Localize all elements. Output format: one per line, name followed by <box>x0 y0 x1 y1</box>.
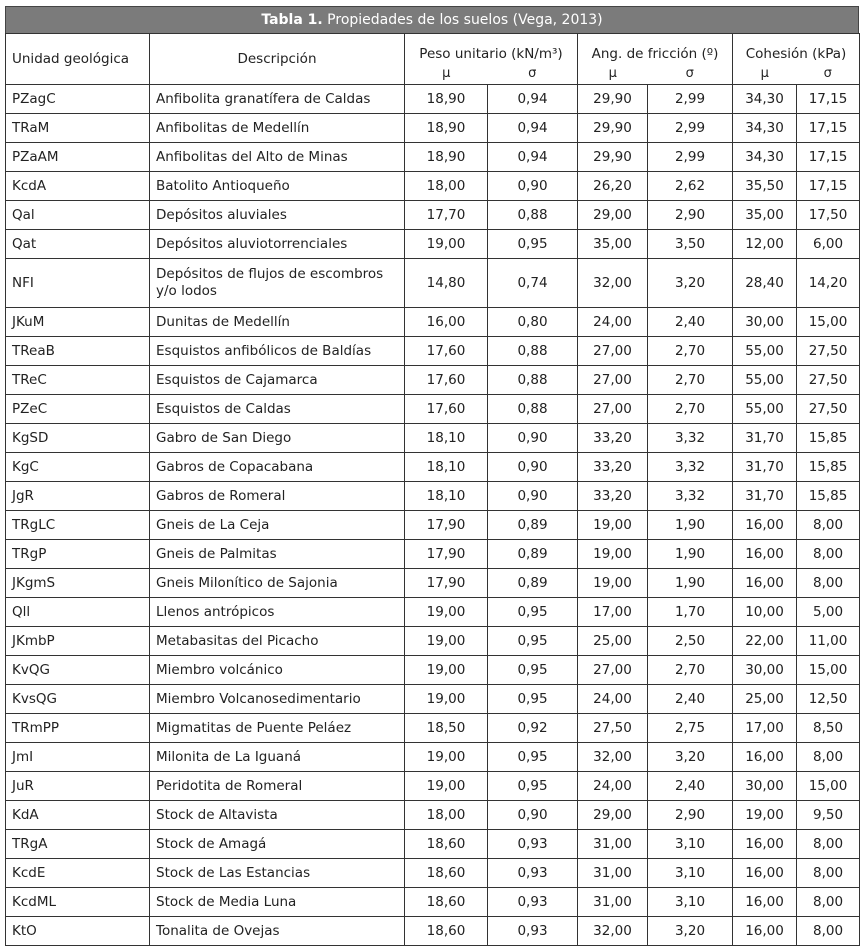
table-row <box>6 743 860 772</box>
cell-cohesion-sigma: 8,00 <box>797 743 860 772</box>
cell-cohesion-sigma: 17,50 <box>797 201 860 230</box>
cell-cohesion-sigma: 8,00 <box>797 511 860 540</box>
cell-friction-mu: 19,00 <box>578 511 648 540</box>
soil-properties-table-container <box>5 6 859 946</box>
cell-cohesion-mu: 16,00 <box>733 511 797 540</box>
cell-friction-mu: 31,00 <box>578 859 648 888</box>
cell-description: Depósitos aluviotorrenciales <box>150 230 405 259</box>
cell-cohesion-mu: 28,40 <box>733 259 797 308</box>
cell-weight-sigma: 0,88 <box>488 337 578 366</box>
cell-unit-code: TRaM <box>6 114 150 143</box>
cell-friction-sigma: 2,99 <box>648 114 733 143</box>
cell-weight-mu: 19,00 <box>405 627 488 656</box>
cell-weight-mu: 18,10 <box>405 424 488 453</box>
cell-description: Milonita de La Iguaná <box>150 743 405 772</box>
cell-cohesion-mu: 16,00 <box>733 743 797 772</box>
cell-weight-mu: 18,00 <box>405 172 488 201</box>
cell-friction-mu: 32,00 <box>578 917 648 946</box>
cell-weight-sigma: 0,95 <box>488 772 578 801</box>
cell-cohesion-sigma: 17,15 <box>797 172 860 201</box>
cell-friction-mu: 27,00 <box>578 656 648 685</box>
cell-friction-sigma: 2,62 <box>648 172 733 201</box>
cell-cohesion-sigma: 27,50 <box>797 395 860 424</box>
cell-friction-sigma: 2,50 <box>648 627 733 656</box>
cell-cohesion-sigma: 9,50 <box>797 801 860 830</box>
cell-cohesion-mu: 16,00 <box>733 888 797 917</box>
cell-weight-mu: 18,50 <box>405 714 488 743</box>
table-caption-text: Propiedades de los suelos (Vega, 2013) <box>322 12 603 28</box>
cell-cohesion-sigma: 8,50 <box>797 714 860 743</box>
cell-cohesion-mu: 31,70 <box>733 424 797 453</box>
cell-description: Anfibolita granatífera de Caldas <box>150 85 405 114</box>
cell-friction-mu: 35,00 <box>578 230 648 259</box>
cell-friction-sigma: 2,90 <box>648 801 733 830</box>
cell-friction-mu: 33,20 <box>578 453 648 482</box>
cell-description: Esquistos de Cajamarca <box>150 366 405 395</box>
table-row <box>6 511 860 540</box>
cell-weight-mu: 19,00 <box>405 656 488 685</box>
cell-friction-mu: 27,00 <box>578 366 648 395</box>
cell-friction-mu: 19,00 <box>578 540 648 569</box>
cell-weight-mu: 18,90 <box>405 143 488 172</box>
table-row <box>6 656 860 685</box>
cell-cohesion-sigma: 8,00 <box>797 859 860 888</box>
cell-description: Stock de Media Luna <box>150 888 405 917</box>
header-weight-sigma: σ <box>488 62 578 85</box>
cell-cohesion-mu: 31,70 <box>733 482 797 511</box>
cell-weight-mu: 18,10 <box>405 453 488 482</box>
cell-weight-mu: 14,80 <box>405 259 488 308</box>
cell-cohesion-mu: 34,30 <box>733 143 797 172</box>
cell-description: Anfibolitas del Alto de Minas <box>150 143 405 172</box>
cell-friction-mu: 19,00 <box>578 569 648 598</box>
cell-cohesion-sigma: 8,00 <box>797 830 860 859</box>
cell-friction-sigma: 2,70 <box>648 337 733 366</box>
cell-cohesion-mu: 19,00 <box>733 801 797 830</box>
cell-description: Stock de Amagá <box>150 830 405 859</box>
cell-unit-code: KvsQG <box>6 685 150 714</box>
cell-weight-sigma: 0,94 <box>488 114 578 143</box>
cell-weight-mu: 19,00 <box>405 685 488 714</box>
cell-weight-mu: 17,70 <box>405 201 488 230</box>
cell-friction-sigma: 1,70 <box>648 598 733 627</box>
cell-friction-sigma: 3,20 <box>648 743 733 772</box>
cell-weight-sigma: 0,93 <box>488 830 578 859</box>
cell-cohesion-sigma: 6,00 <box>797 230 860 259</box>
cell-friction-sigma: 3,32 <box>648 482 733 511</box>
cell-description: Metabasitas del Picacho <box>150 627 405 656</box>
table-row <box>6 395 860 424</box>
cell-weight-mu: 18,00 <box>405 801 488 830</box>
table-row <box>6 424 860 453</box>
cell-weight-mu: 18,60 <box>405 830 488 859</box>
cell-unit-code: TRgLC <box>6 511 150 540</box>
cell-cohesion-mu: 16,00 <box>733 917 797 946</box>
table-row <box>6 482 860 511</box>
cell-weight-sigma: 0,89 <box>488 511 578 540</box>
cell-weight-mu: 17,60 <box>405 337 488 366</box>
cell-weight-mu: 17,60 <box>405 366 488 395</box>
cell-cohesion-mu: 16,00 <box>733 859 797 888</box>
table-row <box>6 714 860 743</box>
cell-weight-sigma: 0,88 <box>488 201 578 230</box>
cell-unit-code: KvQG <box>6 656 150 685</box>
header-unit-weight: Peso unitario (kN/m³) <box>405 34 578 63</box>
cell-cohesion-sigma: 17,15 <box>797 114 860 143</box>
cell-unit-code: TRmPP <box>6 714 150 743</box>
cell-cohesion-mu: 12,00 <box>733 230 797 259</box>
cell-unit-code: JgR <box>6 482 150 511</box>
cell-cohesion-sigma: 15,00 <box>797 656 860 685</box>
cell-description: Gabros de Copacabana <box>150 453 405 482</box>
cell-unit-code: JKgmS <box>6 569 150 598</box>
table-row <box>6 830 860 859</box>
cell-description: Gabros de Romeral <box>150 482 405 511</box>
cell-friction-mu: 25,00 <box>578 627 648 656</box>
cell-cohesion-mu: 55,00 <box>733 395 797 424</box>
cell-cohesion-sigma: 8,00 <box>797 917 860 946</box>
cell-cohesion-mu: 30,00 <box>733 772 797 801</box>
cell-weight-mu: 17,90 <box>405 569 488 598</box>
header-friction-mu: μ <box>578 62 648 85</box>
table-row <box>6 772 860 801</box>
cell-weight-mu: 19,00 <box>405 772 488 801</box>
cell-description: Stock de Altavista <box>150 801 405 830</box>
cell-cohesion-mu: 35,50 <box>733 172 797 201</box>
cell-unit-code: KcdML <box>6 888 150 917</box>
cell-cohesion-sigma: 8,00 <box>797 569 860 598</box>
cell-unit-code: JuR <box>6 772 150 801</box>
cell-description: Miembro volcánico <box>150 656 405 685</box>
cell-cohesion-sigma: 15,85 <box>797 453 860 482</box>
table-row <box>6 143 860 172</box>
cell-description: Peridotita de Romeral <box>150 772 405 801</box>
cell-description: Gneis de La Ceja <box>150 511 405 540</box>
cell-unit-code: JKmbP <box>6 627 150 656</box>
cell-friction-sigma: 2,70 <box>648 656 733 685</box>
cell-cohesion-mu: 16,00 <box>733 830 797 859</box>
cell-weight-sigma: 0,93 <box>488 888 578 917</box>
cell-weight-sigma: 0,95 <box>488 685 578 714</box>
cell-friction-mu: 27,00 <box>578 337 648 366</box>
cell-unit-code: NFI <box>6 259 150 308</box>
cell-weight-sigma: 0,90 <box>488 482 578 511</box>
cell-friction-sigma: 2,40 <box>648 308 733 337</box>
header-cohesion: Cohesión (kPa) <box>733 34 860 63</box>
table-row <box>6 337 860 366</box>
table-caption <box>5 6 859 33</box>
cell-unit-code: KtO <box>6 917 150 946</box>
cell-weight-sigma: 0,95 <box>488 656 578 685</box>
cell-unit-code: Qat <box>6 230 150 259</box>
table-caption-label: Tabla 1. <box>261 12 323 28</box>
cell-weight-mu: 18,60 <box>405 888 488 917</box>
cell-friction-mu: 29,00 <box>578 201 648 230</box>
cell-weight-sigma: 0,95 <box>488 627 578 656</box>
cell-weight-mu: 18,60 <box>405 859 488 888</box>
cell-friction-sigma: 2,40 <box>648 685 733 714</box>
cell-weight-sigma: 0,74 <box>488 259 578 308</box>
cell-friction-sigma: 1,90 <box>648 540 733 569</box>
table-row <box>6 888 860 917</box>
header-weight-mu: μ <box>405 62 488 85</box>
cell-weight-sigma: 0,92 <box>488 714 578 743</box>
cell-cohesion-mu: 55,00 <box>733 366 797 395</box>
cell-friction-mu: 32,00 <box>578 743 648 772</box>
cell-unit-code: TRgP <box>6 540 150 569</box>
cell-friction-mu: 17,00 <box>578 598 648 627</box>
table-row <box>6 366 860 395</box>
cell-cohesion-sigma: 14,20 <box>797 259 860 308</box>
cell-description: Stock de Las Estancias <box>150 859 405 888</box>
cell-friction-sigma: 3,32 <box>648 424 733 453</box>
cell-weight-sigma: 0,88 <box>488 366 578 395</box>
cell-weight-mu: 17,90 <box>405 540 488 569</box>
cell-friction-sigma: 3,20 <box>648 259 733 308</box>
cell-cohesion-mu: 10,00 <box>733 598 797 627</box>
cell-cohesion-sigma: 27,50 <box>797 337 860 366</box>
cell-friction-mu: 27,50 <box>578 714 648 743</box>
cell-weight-sigma: 0,94 <box>488 85 578 114</box>
cell-cohesion-sigma: 12,50 <box>797 685 860 714</box>
cell-weight-sigma: 0,80 <box>488 308 578 337</box>
cell-cohesion-mu: 17,00 <box>733 714 797 743</box>
cell-unit-code: JmI <box>6 743 150 772</box>
cell-weight-sigma: 0,90 <box>488 424 578 453</box>
cell-cohesion-sigma: 15,00 <box>797 772 860 801</box>
cell-description: Depósitos de flujos de escombros y/o lodos <box>150 259 405 308</box>
cell-friction-mu: 26,20 <box>578 172 648 201</box>
cell-weight-mu: 17,60 <box>405 395 488 424</box>
cell-description: Migmatitas de Puente Peláez <box>150 714 405 743</box>
cell-weight-sigma: 0,93 <box>488 859 578 888</box>
cell-weight-mu: 18,90 <box>405 85 488 114</box>
cell-unit-code: Qal <box>6 201 150 230</box>
cell-cohesion-mu: 16,00 <box>733 569 797 598</box>
cell-cohesion-mu: 30,00 <box>733 308 797 337</box>
cell-weight-sigma: 0,90 <box>488 172 578 201</box>
cell-friction-mu: 32,00 <box>578 259 648 308</box>
soil-properties-table <box>5 33 860 946</box>
cell-friction-sigma: 3,10 <box>648 830 733 859</box>
cell-unit-code: JKuM <box>6 308 150 337</box>
cell-weight-sigma: 0,90 <box>488 801 578 830</box>
cell-weight-sigma: 0,88 <box>488 395 578 424</box>
table-row <box>6 627 860 656</box>
table-row <box>6 259 860 308</box>
cell-friction-mu: 24,00 <box>578 685 648 714</box>
table-row <box>6 201 860 230</box>
cell-description: Esquistos anfibólicos de Baldías <box>150 337 405 366</box>
table-row <box>6 859 860 888</box>
cell-unit-code: TRgA <box>6 830 150 859</box>
cell-friction-sigma: 3,10 <box>648 888 733 917</box>
cell-friction-sigma: 2,70 <box>648 395 733 424</box>
table-row <box>6 114 860 143</box>
cell-weight-sigma: 0,94 <box>488 143 578 172</box>
cell-unit-code: PZeC <box>6 395 150 424</box>
cell-weight-mu: 18,10 <box>405 482 488 511</box>
cell-weight-mu: 16,00 <box>405 308 488 337</box>
cell-friction-sigma: 3,32 <box>648 453 733 482</box>
cell-unit-code: KcdE <box>6 859 150 888</box>
cell-unit-code: PZagC <box>6 85 150 114</box>
table-row <box>6 85 860 114</box>
cell-description: Gabro de San Diego <box>150 424 405 453</box>
cell-cohesion-mu: 34,30 <box>733 85 797 114</box>
table-row <box>6 230 860 259</box>
cell-description: Gneis Milonítico de Sajonia <box>150 569 405 598</box>
cell-friction-mu: 24,00 <box>578 308 648 337</box>
cell-unit-code: KgC <box>6 453 150 482</box>
cell-friction-mu: 31,00 <box>578 830 648 859</box>
cell-weight-mu: 19,00 <box>405 230 488 259</box>
cell-cohesion-mu: 25,00 <box>733 685 797 714</box>
cell-friction-mu: 24,00 <box>578 772 648 801</box>
cell-description: Miembro Volcanosedimentario <box>150 685 405 714</box>
cell-friction-mu: 29,90 <box>578 143 648 172</box>
cell-weight-mu: 17,90 <box>405 511 488 540</box>
cell-cohesion-mu: 22,00 <box>733 627 797 656</box>
header-unit: Unidad geológica <box>6 34 150 85</box>
cell-weight-sigma: 0,93 <box>488 917 578 946</box>
cell-friction-sigma: 3,50 <box>648 230 733 259</box>
cell-weight-sigma: 0,95 <box>488 230 578 259</box>
cell-friction-sigma: 1,90 <box>648 511 733 540</box>
cell-unit-code: KcdA <box>6 172 150 201</box>
cell-weight-sigma: 0,89 <box>488 540 578 569</box>
cell-weight-mu: 18,90 <box>405 114 488 143</box>
cell-weight-mu: 19,00 <box>405 743 488 772</box>
cell-cohesion-sigma: 8,00 <box>797 888 860 917</box>
cell-cohesion-mu: 31,70 <box>733 453 797 482</box>
cell-cohesion-sigma: 15,85 <box>797 482 860 511</box>
cell-cohesion-sigma: 11,00 <box>797 627 860 656</box>
cell-friction-mu: 27,00 <box>578 395 648 424</box>
cell-cohesion-sigma: 8,00 <box>797 540 860 569</box>
cell-weight-sigma: 0,90 <box>488 453 578 482</box>
cell-friction-mu: 29,90 <box>578 114 648 143</box>
cell-weight-sigma: 0,95 <box>488 743 578 772</box>
cell-cohesion-mu: 30,00 <box>733 656 797 685</box>
table-row <box>6 801 860 830</box>
cell-description: Gneis de Palmitas <box>150 540 405 569</box>
cell-friction-mu: 29,00 <box>578 801 648 830</box>
cell-description: Dunitas de Medellín <box>150 308 405 337</box>
cell-cohesion-sigma: 15,85 <box>797 424 860 453</box>
table-row <box>6 569 860 598</box>
cell-unit-code: TReC <box>6 366 150 395</box>
cell-weight-mu: 18,60 <box>405 917 488 946</box>
cell-cohesion-mu: 55,00 <box>733 337 797 366</box>
cell-cohesion-sigma: 5,00 <box>797 598 860 627</box>
cell-unit-code: PZaAM <box>6 143 150 172</box>
cell-cohesion-mu: 16,00 <box>733 540 797 569</box>
cell-unit-code: Qll <box>6 598 150 627</box>
cell-friction-sigma: 2,90 <box>648 201 733 230</box>
cell-cohesion-mu: 35,00 <box>733 201 797 230</box>
cell-friction-sigma: 2,99 <box>648 143 733 172</box>
header-description: Descripción <box>150 34 405 85</box>
cell-friction-mu: 31,00 <box>578 888 648 917</box>
table-row <box>6 172 860 201</box>
header-cohesion-mu: μ <box>733 62 797 85</box>
cell-friction-sigma: 3,20 <box>648 917 733 946</box>
header-friction-angle: Ang. de fricción (º) <box>578 34 733 63</box>
cell-friction-sigma: 2,40 <box>648 772 733 801</box>
cell-description: Batolito Antioqueño <box>150 172 405 201</box>
table-row <box>6 453 860 482</box>
cell-friction-sigma: 1,90 <box>648 569 733 598</box>
cell-cohesion-sigma: 15,00 <box>797 308 860 337</box>
cell-cohesion-sigma: 17,15 <box>797 85 860 114</box>
cell-friction-mu: 33,20 <box>578 482 648 511</box>
cell-friction-mu: 33,20 <box>578 424 648 453</box>
table-row <box>6 308 860 337</box>
table-body <box>6 85 860 946</box>
cell-weight-mu: 19,00 <box>405 598 488 627</box>
table-row <box>6 685 860 714</box>
cell-description: Depósitos aluviales <box>150 201 405 230</box>
cell-unit-code: TReaB <box>6 337 150 366</box>
cell-description: Tonalita de Ovejas <box>150 917 405 946</box>
cell-unit-code: KgSD <box>6 424 150 453</box>
cell-cohesion-sigma: 27,50 <box>797 366 860 395</box>
header-friction-sigma: σ <box>648 62 733 85</box>
cell-description: Esquistos de Caldas <box>150 395 405 424</box>
cell-cohesion-mu: 34,30 <box>733 114 797 143</box>
cell-cohesion-sigma: 17,15 <box>797 143 860 172</box>
cell-friction-mu: 29,90 <box>578 85 648 114</box>
cell-friction-sigma: 2,70 <box>648 366 733 395</box>
cell-weight-sigma: 0,95 <box>488 598 578 627</box>
cell-weight-sigma: 0,89 <box>488 569 578 598</box>
cell-description: Llenos antrópicos <box>150 598 405 627</box>
cell-friction-sigma: 3,10 <box>648 859 733 888</box>
cell-friction-sigma: 2,75 <box>648 714 733 743</box>
table-row <box>6 598 860 627</box>
cell-description: Anfibolitas de Medellín <box>150 114 405 143</box>
table-row <box>6 917 860 946</box>
table-row <box>6 540 860 569</box>
cell-unit-code: KdA <box>6 801 150 830</box>
header-cohesion-sigma: σ <box>797 62 860 85</box>
cell-friction-sigma: 2,99 <box>648 85 733 114</box>
